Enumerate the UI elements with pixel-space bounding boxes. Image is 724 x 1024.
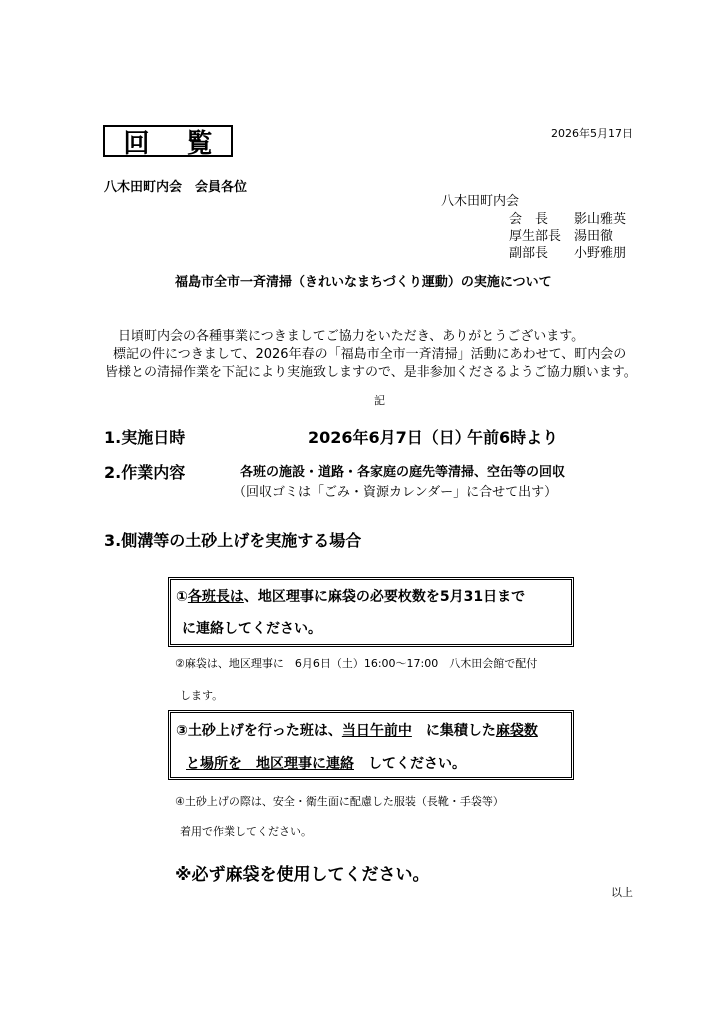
item1-box — [168, 577, 574, 647]
item3-text: に集積した — [411, 723, 496, 739]
item1-line2: に連絡してください。 — [182, 621, 322, 637]
footer-notice: ※必ず麻袋を使用してください。 — [175, 865, 430, 885]
ki-marker: 記 — [374, 394, 385, 407]
item1-underlined: 各班長は — [187, 589, 244, 605]
item3-text: ③土砂上げを行った班は、 — [176, 723, 342, 739]
item3-underlined: と場所を 地区理事に連絡 — [186, 756, 354, 772]
section2-note: （回収ゴミは「ごみ・資源カレンダー」に合せて出す） — [233, 485, 558, 500]
section3-label: 3.側溝等の土砂上げを実施する場合 — [104, 531, 362, 550]
item3-box — [168, 710, 574, 780]
subject: 福島市全市一斉清掃（きれいなまちづくり運動）の実施について — [175, 275, 552, 290]
item1-text: 、地区理事に麻袋の必要枚数を5月31日まで — [243, 589, 526, 605]
item2-line1: ②麻袋は、地区理事に 6月6日（土）16:00～17:00 八木田会館で配付 — [175, 657, 538, 670]
section2-text: 各班の施設・道路・各家庭の庭先等清掃、空缶等の回収 — [240, 465, 566, 480]
sender-name: 小野雅朋 — [574, 246, 627, 261]
sender-role: 会 長 — [509, 212, 549, 227]
sender-role: 副部長 — [509, 246, 549, 261]
document-date: 2026年5月17日 — [551, 127, 633, 140]
section1-date: 2026年6月7日（日） — [308, 428, 471, 447]
item4-line1: ④土砂上げの際は、安全・衛生面に配慮した服装（長靴・手袋等） — [175, 795, 504, 808]
sender-name: 湯田徹 — [574, 229, 614, 244]
body-line: 皆様との清掃作業を下記により実施致しますので、是非参加くださるようご協力願います。 — [105, 365, 637, 380]
item3-text: してください。 — [354, 756, 466, 772]
item3-line1 — [176, 720, 538, 740]
item2-line2: します。 — [180, 689, 224, 702]
section2-label: 2.作業内容 — [104, 463, 186, 482]
item4-line2: 着用で作業してください。 — [180, 825, 312, 838]
sender-role: 厚生部長 — [509, 229, 562, 244]
item3-underlined: 当日午前中 — [341, 723, 412, 739]
item1-num: ① — [176, 589, 188, 605]
circular-title: 回 覧 — [103, 125, 233, 157]
item3-underlined: 麻袋数 — [495, 723, 538, 739]
section1-label: 1.実施日時 — [104, 428, 186, 447]
addressee: 八木田町内会 会員各位 — [104, 180, 248, 195]
sender-name: 影山雅英 — [574, 212, 627, 227]
body-line: 日頃町内会の各種事業につきましてご協力をいただき、ありがとうございます。 — [118, 329, 585, 344]
body-line: 標記の件につきまして、2026年春の「福島市全市一斉清掃」活動にあわせて、町内会の — [113, 347, 627, 362]
item3-line2 — [186, 753, 466, 773]
section1-time: 午前6時より — [467, 428, 559, 447]
item1-line1 — [176, 586, 525, 606]
sender-org: 八木田町内会 — [441, 194, 520, 209]
closing: 以上 — [611, 886, 633, 899]
